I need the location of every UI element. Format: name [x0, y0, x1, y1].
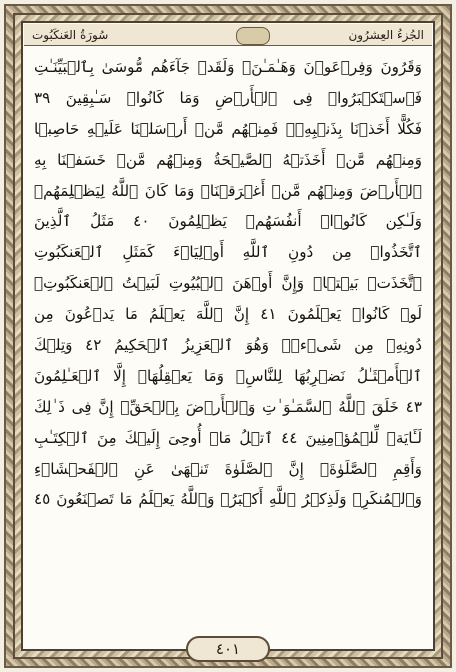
page-number: ٤٠١: [215, 640, 241, 658]
juz-title: الجُزءُ العِشرُون: [348, 28, 424, 42]
text-line: ٤٣ خَلَقَ ٱللَّهُ ٱلسَّمَـٰوَ ٰ⁠تِ وَٱلۡأَرۡضَ بِٱلۡحَقِّۚ إِنَّ فِی ذَ ٰ⁠لِكَ: [34, 397, 422, 416]
text-line: لَـَٔایَةࣰ لِّلۡمُؤۡمِنِینَ ٤٤ ٱتۡلُ مَاۤ أُوحِیَ إِلَیۡكَ مِنَ ٱلۡكِتَـٰبِ: [34, 428, 422, 447]
quran-text: [34, 52, 422, 620]
text-line: دُونِهِۦ مِن شَیۡءࣲۚ وَهُوَ ٱلۡعَزِیزُ ٱلۡحَكِیمُ ٤٢ وَتِلۡكَ: [34, 336, 422, 355]
text-line: وَلَـٰكِن كَانُوۤا۟ أَنفُسَهُمۡ یَظۡلِمُونَ ٤٠ مَثَلُ ٱلَّذِینَ: [34, 212, 422, 231]
surah-title: سُورَةُ العَنكَبُوت: [32, 28, 109, 42]
text-line: وَأَقِمِ ٱلصَّلَوٰةَۖ إِنَّ ٱلصَّلَوٰةَ تَنۡهَىٰ عَنِ ٱلۡفَحۡشَاۤءِ: [34, 459, 422, 478]
text-line: ٱلۡأَرۡضَ وَمِنۡهُم مَّنۡ أَغۡرَقۡنَاۚ وَمَا كَانَ ٱللَّهُ لِیَظۡلِمَهُمۡ: [34, 181, 422, 200]
text-line: ٱلۡأَمۡثَـٰلُ نَضۡرِبُهَا لِلنَّاسِۖ وَمَا یَعۡقِلُهَاۤ إِلَّا ٱلۡعَـٰلِمُونَ: [34, 366, 422, 385]
page-number-badge: [186, 636, 270, 662]
header-ornament: [236, 27, 270, 45]
text-line: فَٱسۡتَكۡبَرُوا۟ فِی ٱلۡأَرۡضِ وَمَا كَانُوا۟ سَـٰبِقِینَ ٣٩: [34, 88, 422, 107]
text-line: وَٱلۡمُنكَرِۗ وَلَذِكۡرُ ٱللَّهِ أَكۡبَرُۗ وَٱللَّهُ یَعۡلَمُ مَا تَصۡنَعُونَ ٤٥: [34, 490, 422, 509]
text-line: لَوۡ كَانُوا۟ یَعۡلَمُونَ ٤١ إِنَّ ٱللَّهَ یَعۡلَمُ مَا یَدۡعُونَ مِن: [34, 305, 422, 324]
text-line: ٱتَّخَذُوا۟ مِن دُونِ ٱللَّهِ أَوۡلِیَاۤءَ كَمَثَلِ ٱلۡعَنكَبُوتِ: [34, 243, 422, 262]
text-line: وَمِنۡهُم مَّنۡ أَخَذَتۡهُ ٱلصَّیۡحَةُ وَمِنۡهُم مَّنۡ خَسَفۡنَا بِهِ: [34, 150, 422, 169]
text-line: وَقَرُونَ وَفِرۡعَوۡنَ وَهَـٰمَـٰنَۖ وَلَقَدۡ جَآءَهُم مُّوسَىٰ بِٱلۡبَیِّنَـٰتِ: [34, 58, 422, 76]
text-line: فَكُلًّا أَخَذۡنَا بِذَنۢبِهِۦۖ فَمِنۡهُم مَّنۡ أَرۡسَلۡنَا عَلَیۡهِ حَاصِبࣰا: [34, 119, 422, 138]
page-header: [24, 24, 432, 46]
text-line: ٱتَّخَذَتۡ بَیۡتࣰاۖ وَإِنَّ أَوۡهَنَ ٱلۡبُیُوتِ لَبَیۡتُ ٱلۡعَنكَبُوتِۚ: [34, 274, 422, 293]
